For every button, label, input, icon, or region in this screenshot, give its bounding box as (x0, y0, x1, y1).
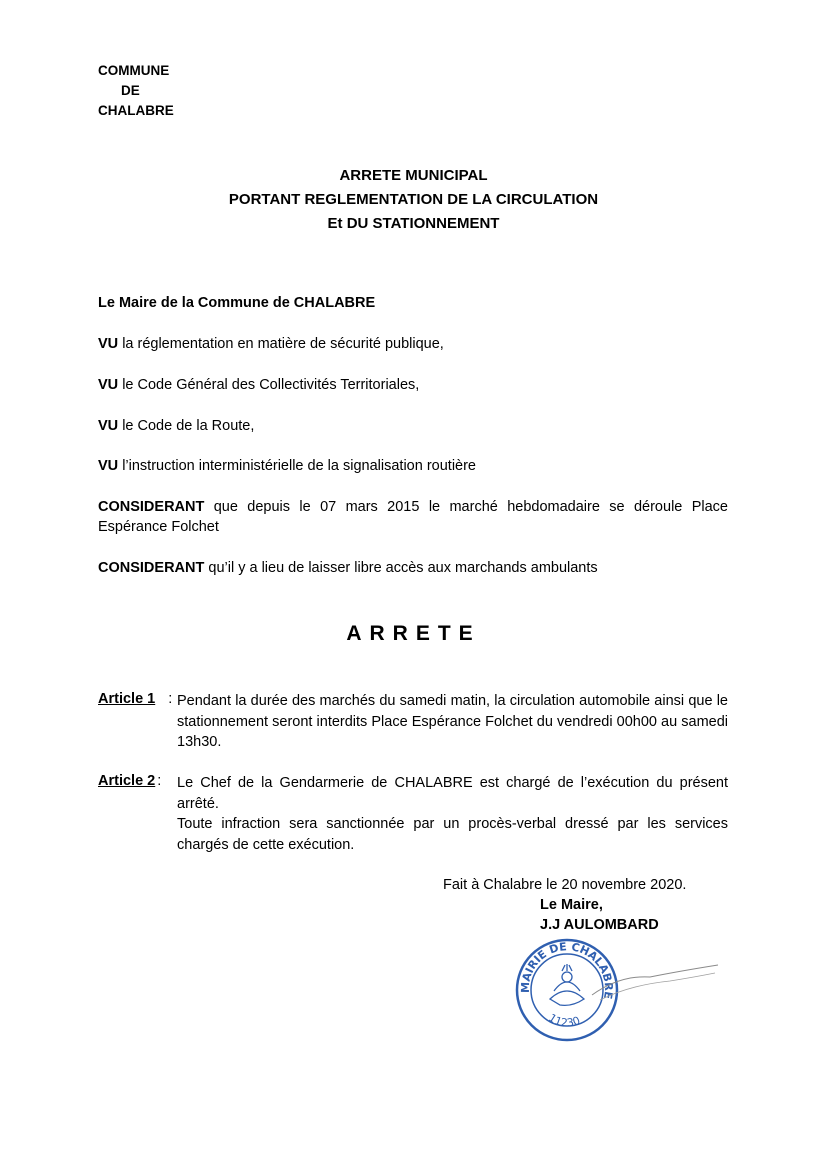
stamp-emblem-icon (550, 964, 584, 1005)
considerant-paragraph-2 (98, 558, 728, 578)
vu-paragraph-2 (98, 375, 728, 395)
vu-paragraph-4 (98, 456, 728, 476)
vu-label: VU (98, 377, 119, 393)
title-line-1: ARRETE MUNICIPAL (339, 167, 488, 184)
considerant-label: CONSIDERANT (98, 560, 205, 576)
vu-text: l’instruction interministérielle de la signalisation routière (122, 458, 476, 474)
title-line-3: Et DU STATIONNEMENT (327, 215, 500, 232)
place-date: Fait à Chalabre le 20 novembre 2020. (443, 877, 687, 893)
signatory-name: J.J AULOMBARD (540, 917, 659, 933)
vu-paragraph-1 (98, 334, 728, 354)
stamp-text: MAIRIE DE CHALABRE (518, 940, 616, 1000)
considerant-text: que depuis le 07 mars 2015 le marché hebdomadaire se déroule Place Espérance Folchet (98, 499, 728, 535)
vu-paragraph-3 (98, 416, 728, 436)
article-1-text: Pendant la durée des marchés du samedi matin, la circulation automobile ainsi que le stationnement seront interdits Place Espérance Folchet du vendredi 00h00 au samedi 13h30. (177, 693, 728, 750)
article-1-label: Article 1 (98, 691, 156, 707)
vu-text: le Code de la Route, (122, 418, 255, 434)
commune-line-1: COMMUNE (98, 63, 170, 78)
considerant-label: CONSIDERANT (98, 499, 205, 515)
svg-text:11230 (546, 1011, 582, 1029)
article-2-text: Le Chef de la Gendarmerie de CHALABRE est chargé de l’exécution du présent arrêté. (177, 775, 728, 812)
considerant-text: qu’il y a lieu de laisser libre accès aux marchands ambulants (208, 560, 598, 576)
commune-line-3: CHALABRE (98, 103, 174, 118)
commune-line-2: DE (121, 83, 140, 98)
arrete-heading: ARRETE (346, 622, 481, 645)
vu-label: VU (98, 458, 119, 474)
title-line-2: PORTANT REGLEMENTATION DE LA CIRCULATION (228, 191, 599, 208)
vu-label: VU (98, 418, 119, 434)
vu-text: le Code Général des Collectivités Territoriales, (122, 377, 420, 393)
considerant-paragraph-1 (98, 497, 728, 537)
commune-header (98, 61, 174, 121)
article-2-label-wrap: Article 2 : (98, 773, 162, 789)
article-2-text-2: Toute infraction sera sanctionnée par un procès-verbal dressé par les services chargés de cette exécution. (177, 816, 728, 853)
stamp-number: 11230 (546, 1011, 583, 1030)
maire-line: Le Maire de la Commune de CHALABRE (98, 295, 376, 311)
signatory-role: Le Maire, (540, 897, 603, 913)
article-2-label: Article 2 (98, 773, 156, 789)
vu-text: la réglementation en matière de sécurité publique, (122, 336, 444, 352)
signature-scribble (590, 955, 720, 1015)
article-1-label-wrap: Article 1 : (98, 691, 173, 707)
article-2-body (177, 773, 728, 855)
document-title (0, 164, 827, 236)
vu-label: VU (98, 336, 119, 352)
